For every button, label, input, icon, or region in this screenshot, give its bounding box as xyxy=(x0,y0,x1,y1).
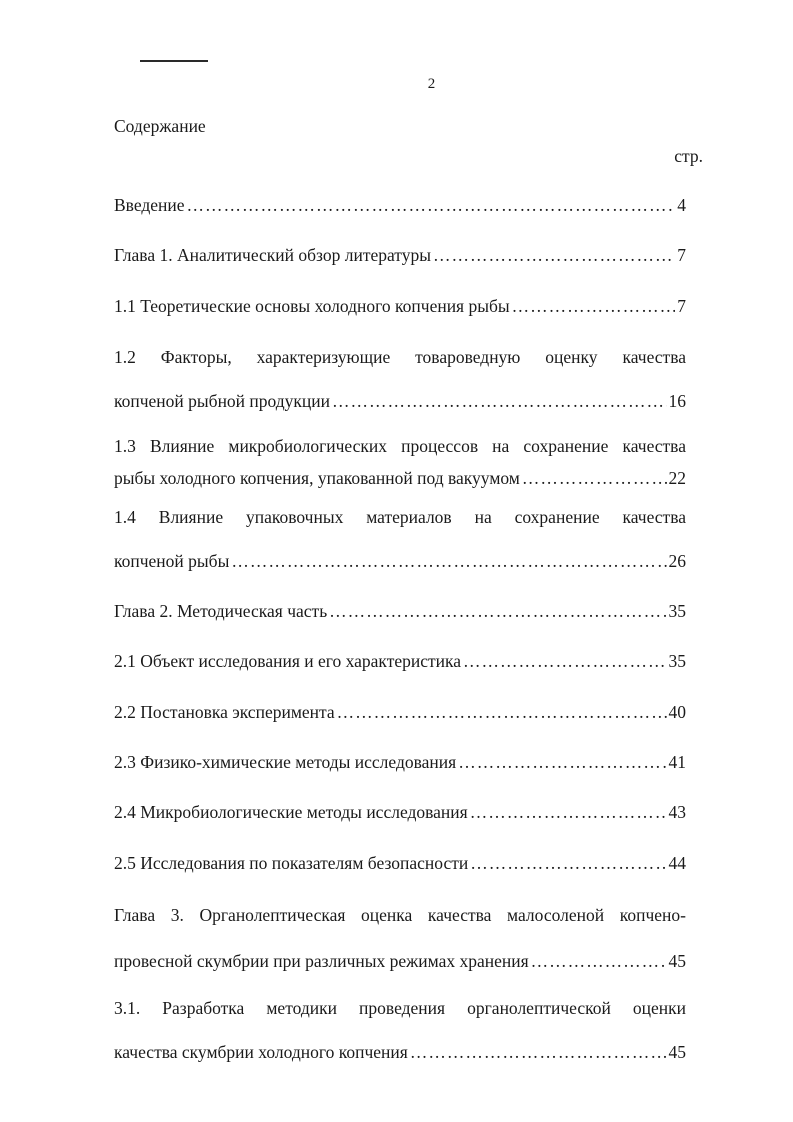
dot-leader xyxy=(531,951,667,971)
toc-title: Содержание xyxy=(114,116,206,136)
dot-leader xyxy=(231,551,666,571)
toc-entry-text: копченой рыбной продукции xyxy=(114,391,331,411)
toc-entry-last-line xyxy=(114,245,686,265)
toc-entry-page: 44 xyxy=(668,853,686,873)
toc-entry-text: 2.2 Постановка эксперимента xyxy=(114,702,335,722)
toc-entry[interactable] xyxy=(114,853,686,873)
toc-entry-text: 2.3 Физико-химические методы исследования xyxy=(114,752,457,772)
toc-entry-text: 1.4 Влияние упаковочных материалов на сохранение качества xyxy=(114,507,686,527)
toc-entry-page: 22 xyxy=(668,468,686,488)
toc-entry-last-line xyxy=(114,468,686,488)
toc-entry-text: 2.5 Исследования по показателям безопасности xyxy=(114,853,469,873)
toc-entry-page: 7 xyxy=(677,245,686,265)
toc-entry-text: 1.2 Факторы, характеризующие товароведную оценку качества xyxy=(114,347,686,367)
toc-entry-last-line xyxy=(114,391,686,411)
dot-leader xyxy=(187,195,676,215)
toc-entry-text: Глава 2. Методическая часть xyxy=(114,601,328,621)
toc-entry-page: 45 xyxy=(668,951,686,971)
toc-entry-page: 16 xyxy=(668,391,686,411)
toc-entry-last-line xyxy=(114,951,686,971)
toc-entry-page: 45 xyxy=(668,1042,686,1062)
toc-entry-last-line xyxy=(114,651,686,671)
toc-entry-text: Глава 3. Органолептическая оценка качества малосоленой копчено- xyxy=(114,905,686,925)
toc-entry-page: 26 xyxy=(668,551,686,571)
toc-entry-last-line xyxy=(114,551,686,571)
toc-entry-text: качества скумбрии холодного копчения xyxy=(114,1042,408,1062)
dot-leader xyxy=(522,468,667,488)
page-column-label: стр. xyxy=(674,146,703,166)
toc-entry[interactable] xyxy=(114,347,686,411)
toc-entry-last-line xyxy=(114,195,686,215)
toc-entry[interactable] xyxy=(114,245,686,265)
toc-entry-text: 2.4 Микробиологические методы исследования xyxy=(114,802,468,822)
toc-entry-page: 7 xyxy=(677,296,686,316)
toc-entry-last-line xyxy=(114,853,686,873)
toc-entry-last-line xyxy=(114,702,686,722)
toc-entry-last-line xyxy=(114,802,686,822)
toc-entry-text: Введение xyxy=(114,195,185,215)
toc-entry-last-line xyxy=(114,296,686,316)
dot-leader xyxy=(332,391,666,411)
toc-entry[interactable] xyxy=(114,702,686,722)
toc-entry-page: 35 xyxy=(668,601,686,621)
toc-entry[interactable] xyxy=(114,436,686,488)
toc-entry[interactable] xyxy=(114,195,686,215)
toc-entry-text: 1.1 Теоретические основы холодного копчения рыбы xyxy=(114,296,510,316)
toc-entry[interactable] xyxy=(114,296,686,316)
dot-leader xyxy=(329,601,666,621)
toc-entry-page: 4 xyxy=(677,195,686,215)
toc-entry-text: Глава 1. Аналитический обзор литературы xyxy=(114,245,431,265)
toc-entry-text: 2.1 Объект исследования и его характеристика xyxy=(114,651,462,671)
toc-entry-last-line xyxy=(114,601,686,621)
toc-entry-text: рыбы холодного копчения, упакованной под вакуумом xyxy=(114,468,520,488)
toc-entry-page: 40 xyxy=(668,702,686,722)
dot-leader xyxy=(470,853,666,873)
toc-entry[interactable] xyxy=(114,651,686,671)
toc-entry[interactable] xyxy=(114,905,686,971)
toc-entry-last-line xyxy=(114,752,686,772)
toc-entry-page: 41 xyxy=(668,752,686,772)
toc-entry-text: 1.3 Влияние микробиологических процессов на сохранение качества xyxy=(114,436,686,456)
toc-entry-text: копченой рыбы xyxy=(114,551,230,571)
toc-entry-page: 35 xyxy=(668,651,686,671)
toc-entry[interactable] xyxy=(114,752,686,772)
toc-entry[interactable] xyxy=(114,802,686,822)
toc-entry-text: провесной скумбрии при различных режимах хранения xyxy=(114,951,529,971)
dot-leader xyxy=(433,245,675,265)
dot-leader xyxy=(458,752,666,772)
dot-leader xyxy=(337,702,667,722)
toc-entry-page: 43 xyxy=(668,802,686,822)
toc-entry[interactable] xyxy=(114,507,686,571)
toc-entry-last-line xyxy=(114,1042,686,1062)
scan-artifact-line xyxy=(140,60,208,62)
dot-leader xyxy=(410,1042,667,1062)
toc-entry[interactable] xyxy=(114,601,686,621)
page-number: 2 xyxy=(427,76,436,92)
dot-leader xyxy=(463,651,666,671)
toc-entry-text: 3.1. Разработка методики проведения органолептической оценки xyxy=(114,998,686,1018)
toc-entry[interactable] xyxy=(114,998,686,1062)
dot-leader xyxy=(512,296,676,316)
dot-leader xyxy=(470,802,667,822)
